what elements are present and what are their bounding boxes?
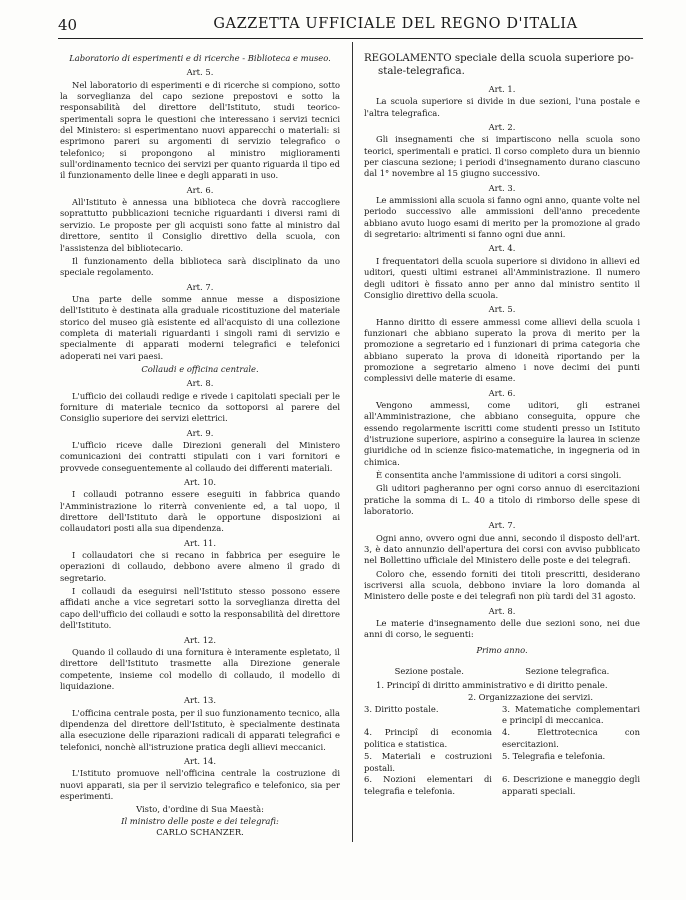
title-line: REGOLAMENTO speciale della scuola superiore po-	[364, 53, 634, 64]
article-heading: Art. 8.	[186, 378, 214, 389]
paragraph: Nel laboratorio di esperimenti e di ricerche si compiono, sotto la sorveglianza del capo sezione prepostovi e sotto la responsabilità del direttore dell'Istituto, studi teorico-sperimentali sopra le questioni che interessano i servizi tecnici del Ministero: si esperimentano nuovi apparecchi o materiali: si esprimono pareri su argomenti di servizio telegrafico o telefonico; si propongono al ministro miglioramenti sull'ordinamento tecnico dei servizi per quanto riguarda il tipo ed il funzionamento delle linee e degli apparati in uso.	[60, 79, 340, 181]
subject-postale: 4. Principî di economia politica e statistica.	[364, 727, 492, 749]
article-heading: Art. 11.	[183, 537, 217, 548]
paragraph: All'Istituto è annessa una biblioteca che dovrà raccogliere soprattutto pubblicazioni tecniche riguardanti i diversi rami di servizio. Le proposte per gli acquisti sono fatte al ministro dal direttore, sentito il Consiglio direttivo della scuola, con l'assistenza del bibliotecario.	[60, 197, 340, 253]
page-header	[58, 14, 643, 39]
signature-line: Il ministro delle poste e dei telegrafi:	[121, 815, 279, 826]
year-heading: Primo anno.	[476, 644, 528, 655]
article-heading: Art. 6.	[488, 387, 516, 398]
subject-row: 2. Organizzazione dei servizi.	[468, 691, 593, 702]
paragraph: Una parte delle somme annue messe a disposizione dell'Istituto è destinata alla graduale ricostituzione del materiale storico del museo già esistente ed all'acquisto di una collezione completa di materiali riguardanti i singoli rami di servizio e specialmente di apparati moderni telegrafici e telefonici adoperati nei vari paesi.	[60, 293, 340, 361]
subject-row	[364, 704, 640, 728]
paragraph: L'ufficio dei collaudi redige e rivede i capitolati speciali per le forniture di materiale tecnico da sottoporsi al parere del Consiglio superiore dei servizi elettrici.	[60, 390, 340, 424]
paragraph: La scuola superiore si divide in due sezioni, l'una postale e l'altra telegrafica.	[364, 96, 640, 118]
subject-postale: 5. Materiali e costruzioni postali.	[364, 750, 492, 773]
running-head: GAZZETTA UFFICIALE DEL REGNO D'ITALIA	[213, 16, 578, 32]
article-heading: Art. 10.	[183, 477, 217, 488]
article-heading: Art. 3.	[488, 182, 516, 193]
subject-telegrafica: 4. Elettrotecnica con esercitazioni.	[502, 727, 640, 749]
article-heading: Art. 5.	[488, 304, 516, 315]
page-number: 40	[58, 16, 78, 34]
paragraph: Vengono ammessi, come uditori, gli estranei all'Amministrazione, che abbiano conseguita, oppure che essendo regolarmente iscritti come studenti presso un Istituto d'istruzione superiore, aspirino a conseguire la laurea in scienze giuridiche od in scienze fisico-matematiche, in ingegneria od in chimica.	[364, 399, 640, 467]
article-heading: Art. 12.	[183, 634, 217, 645]
article-heading: Art. 8.	[488, 605, 516, 616]
subject-postale: 3. Diritto postale.	[364, 703, 439, 714]
paragraph: Gli insegnamenti che si impartiscono nella scuola sono teorici, sperimentali e pratici. Il corso completo dura un biennio per ciascuna sezione; i periodi d'insegnamento durano ciascuno dal 1° novembre al 15 giugno successivo.	[364, 134, 640, 179]
paragraph: I collaudatori che si recano in fabbrica per eseguire le operazioni di collaudo, debbono avere almeno il grado di segretario.	[60, 550, 340, 583]
section-title: Laboratorio di esperimenti e di ricerche - Biblioteca e museo.	[69, 53, 331, 63]
article-heading: Art. 7.	[186, 281, 214, 292]
signature-line: Visto, d'ordine di Sua Maestà:	[136, 804, 264, 815]
article-heading: Art. 7.	[488, 520, 516, 531]
subject-row	[364, 774, 640, 798]
paragraph: L'ufficio riceve dalle Direzioni generali del Ministero comunicazioni dei contratti stipulati con i vari fornitori e provvede conseguentemente al collaudo dei differenti materiali.	[60, 440, 340, 473]
paragraph: Le ammissioni alla scuola si fanno ogni anno, quante volte nel periodo successivo alle ammissioni dell'anno precedente abbiano avuto luogo esami di merito per la promozione al grado di segretario: altrimenti si fanno ogni due anni.	[364, 195, 640, 240]
subject-row: 1. Principî di diritto amministrativo e di diritto penale.	[376, 679, 608, 690]
paragraph: L'Istituto promuove nell'officina centrale la costruzione di nuovi apparati, sia per il servizio telegrafico e telefonico, sia per esperimenti.	[60, 768, 340, 801]
signature-name: CARLO SCHANZER.	[156, 827, 244, 837]
document-title	[364, 52, 640, 78]
column-header-telegrafica: Sezione telegrafica.	[525, 666, 610, 677]
left-column	[60, 52, 340, 838]
subject-table-header	[364, 666, 640, 678]
article-heading: Art. 9.	[186, 427, 214, 438]
right-column	[364, 52, 640, 798]
subject-telegrafica: 5. Telegrafia e telefonia.	[502, 750, 606, 761]
article-heading: Art. 1.	[488, 84, 516, 94]
paragraph: Hanno diritto di essere ammessi come allievi della scuola i funzionari che abbiano superato la prova di merito per la promozione a segretario ed i funzionari di prima categoria che abbiano superato la prova di idoneità riportando per la promozione a segretario almeno i nove decimi dei punti complessivi delle materie di esame.	[364, 316, 640, 384]
paragraph: Gli uditori pagheranno per ogni corso annuo di esercitazioni pratiche la somma di L. 40 a titolo di rimborso delle spese di laboratorio.	[364, 483, 640, 517]
paragraph: Il funzionamento della biblioteca sarà disciplinato da uno speciale regolamento.	[60, 255, 340, 278]
article-heading: Art. 4.	[488, 243, 516, 254]
subject-table	[364, 666, 640, 798]
article-heading: Art. 2.	[488, 122, 516, 133]
article-heading: Art. 6.	[186, 184, 214, 195]
paragraph: I frequentatori della scuola superiore si dividono in allievi ed uditori, questi ultimi estranei all'Amministrazione. Il numero degli uditori è fissato anno per anno dal ministro sentito il Consiglio direttivo della scuola.	[364, 255, 640, 300]
paragraph: L'officina centrale posta, per il suo funzionamento tecnico, alla dipendenza del direttore dell'Istituto, è specialmente destinata alla esecuzione delle riparazioni radicali di apparati telegrafici e telefonici, nonchè all'istruzione pratica degli allievi meccanici.	[60, 707, 340, 752]
paragraph: È consentita anche l'ammissione di uditori a corsi singoli.	[376, 470, 622, 480]
paragraph: Coloro che, essendo forniti dei titoli prescritti, desiderano iscriversi alla scuola, debbono inviare la loro domanda al Ministero delle poste e dei telegrafi non più tardi del 31 agosto.	[364, 568, 640, 602]
title-line: stale-telegrafica.	[378, 66, 465, 77]
column-divider	[352, 42, 353, 842]
column-header-postale: Sezione postale.	[394, 666, 464, 677]
subject-postale: 6. Nozioni elementari di telegrafia e telefonia.	[364, 774, 492, 797]
paragraph: Quando il collaudo di una fornitura è interamente espletato, il direttore dell'Istituto trasmette alla Direzione generale competente, insieme col modello di collaudo, il modello di liquidazione.	[60, 646, 340, 691]
subject-telegrafica: 3. Matematiche complementari e principî di meccanica.	[502, 703, 640, 726]
paragraph: Ogni anno, ovvero ogni due anni, secondo il disposto dell'art. 3, è dato annunzio dell'apertura dei corsi con avviso pubblicato nel Bollettino ufficiale del Ministero delle poste e dei telegrafi.	[364, 532, 640, 566]
paragraph: I collaudi da eseguirsi nell'Istituto stesso possono essere affidati anche a vice segretari sotto la sorveglianza diretta del capo dell'ufficio dei collaudi e sotto la responsabilità del direttore dell'Istituto.	[60, 586, 340, 631]
subject-telegrafica: 6. Descrizione e maneggio degli apparati speciali.	[502, 774, 640, 797]
paragraph: Le materie d'insegnamento delle due sezioni sono, nei due anni di corso, le seguenti:	[364, 618, 640, 640]
article-heading: Art. 14.	[183, 755, 217, 766]
subsection-title: Collaudi e officina centrale.	[141, 363, 259, 374]
paragraph: I collaudi potranno essere eseguiti in fabbrica quando l'Amministrazione lo riterrà conveniente ed, a tal uopo, il direttore dell'Istituto darà le opportune disposizioni ai collaudatori posti alla sua dipendenza.	[60, 489, 340, 534]
article-heading: Art. 5.	[186, 67, 214, 78]
subject-row	[364, 727, 640, 751]
subject-row	[364, 751, 640, 775]
article-heading: Art. 13.	[183, 695, 217, 706]
